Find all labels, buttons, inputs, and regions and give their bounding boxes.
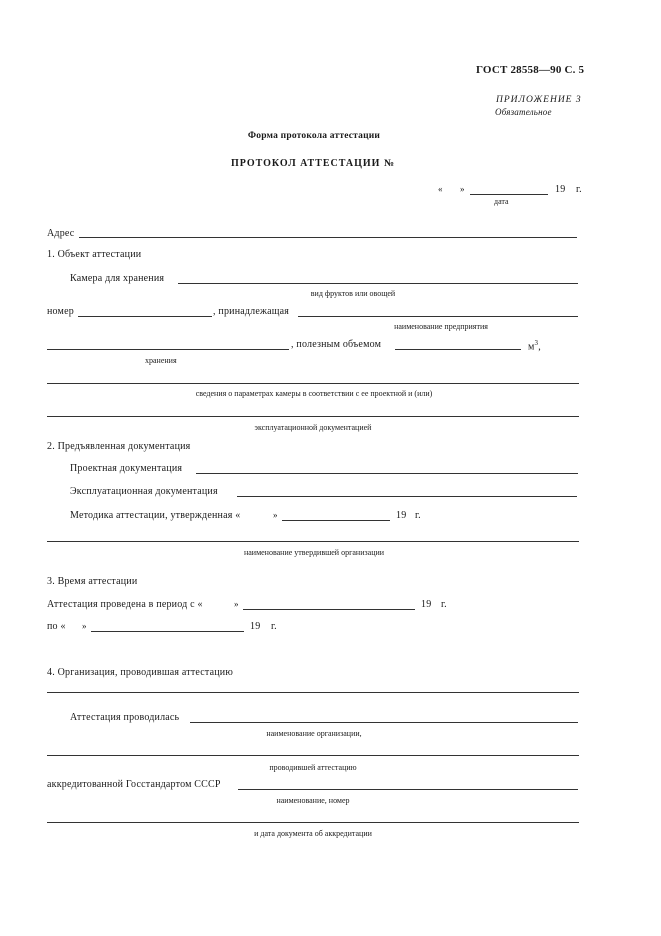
operation-doc-label: Эксплуатационная документация — [70, 486, 218, 497]
section2-heading: 2. Предъявленная документация — [47, 441, 191, 452]
to-year: 19 — [250, 621, 261, 632]
chamber-caption: вид фруктов или овощей — [310, 289, 396, 298]
address-field[interactable] — [79, 237, 577, 238]
number-field[interactable] — [78, 316, 212, 317]
chamber-params-field[interactable] — [47, 383, 579, 384]
to-label: по « — [47, 621, 66, 632]
project-doc-label: Проектная документация — [70, 463, 183, 474]
method-date-field[interactable] — [282, 520, 390, 521]
accreditation-field[interactable] — [238, 789, 578, 790]
name-number-caption: наименование, номер — [276, 796, 350, 805]
conducting-org-field[interactable] — [47, 755, 579, 756]
appendix-label: ПРИЛОЖЕНИЕ 3 — [496, 95, 582, 105]
section1-heading: 1. Объект аттестации — [47, 249, 142, 260]
volume-unit: $м^3$, — [528, 339, 541, 353]
volume-field[interactable] — [395, 349, 521, 350]
project-doc-field[interactable] — [196, 473, 578, 474]
section4-heading: 4. Организация, проводившая аттестацию — [47, 667, 234, 678]
volume-label: , полезным объемом — [291, 339, 382, 350]
storage-field[interactable] — [47, 349, 289, 350]
enterprise-caption: наименование предприятия — [394, 322, 488, 331]
accreditation-caption: и дата документа об аккредитации — [254, 829, 372, 838]
conducted-label: Аттестация проводилась — [70, 712, 180, 723]
organization-field[interactable] — [47, 692, 579, 693]
enterprise-field[interactable] — [298, 316, 578, 317]
period-end-field[interactable] — [91, 631, 244, 632]
method-label: Методика аттестации, утвержденная « — [70, 510, 241, 521]
period-close-quote: » — [234, 599, 239, 609]
period-year-suffix: г. — [441, 599, 447, 610]
belongs-label: , принадлежащая — [213, 306, 290, 317]
operation-doc-field[interactable] — [237, 496, 577, 497]
operational-doc-field[interactable] — [47, 416, 579, 417]
conducted-field[interactable] — [190, 722, 578, 723]
date-field[interactable] — [470, 194, 548, 195]
period-label: Аттестация проведена в период с « — [47, 599, 203, 610]
to-year-suffix: г. — [271, 621, 277, 632]
number-label: номер — [47, 306, 74, 317]
date-caption: дата — [494, 197, 509, 206]
date-open-quote: « — [438, 184, 443, 194]
section3-heading: 3. Время аттестации — [47, 576, 138, 587]
date-year-suffix: г. — [576, 184, 582, 195]
standard-number: ГОСТ 28558—90 С. 5 — [476, 64, 585, 76]
period-year: 19 — [421, 599, 432, 610]
org-name-caption: наименование организации, — [266, 729, 362, 738]
method-year-suffix: г. — [415, 510, 421, 521]
to-close-quote: » — [82, 621, 87, 631]
approver-field[interactable] — [47, 541, 579, 542]
operational-caption: эксплуатационной документацией — [254, 423, 372, 432]
period-start-field[interactable] — [243, 609, 415, 610]
chamber-field[interactable] — [178, 283, 578, 284]
approver-caption: наименование утвердившей организации — [243, 548, 385, 557]
protocol-title: ПРОТОКОЛ АТТЕСТАЦИИ № — [230, 158, 396, 169]
address-label: Адрес — [47, 228, 75, 239]
form-title: Форма протокола аттестации — [247, 131, 381, 141]
params-caption: сведения о параметрах камеры в соответствии с ее проектной и (или) — [195, 389, 433, 398]
accredited-label: аккредитованной Госстандартом СССР — [47, 779, 221, 790]
chamber-label: Камера для хранения — [70, 273, 165, 284]
accreditation-doc-field[interactable] — [47, 822, 579, 823]
method-close-quote: » — [273, 510, 278, 520]
method-year: 19 — [396, 510, 407, 521]
date-close-quote: » — [460, 184, 465, 194]
date-year: 19 — [555, 184, 566, 195]
mandatory-label: Обязательное — [495, 107, 552, 117]
storage-caption: хранения — [145, 356, 177, 365]
conducting-caption: проводившей аттестацию — [269, 763, 357, 772]
